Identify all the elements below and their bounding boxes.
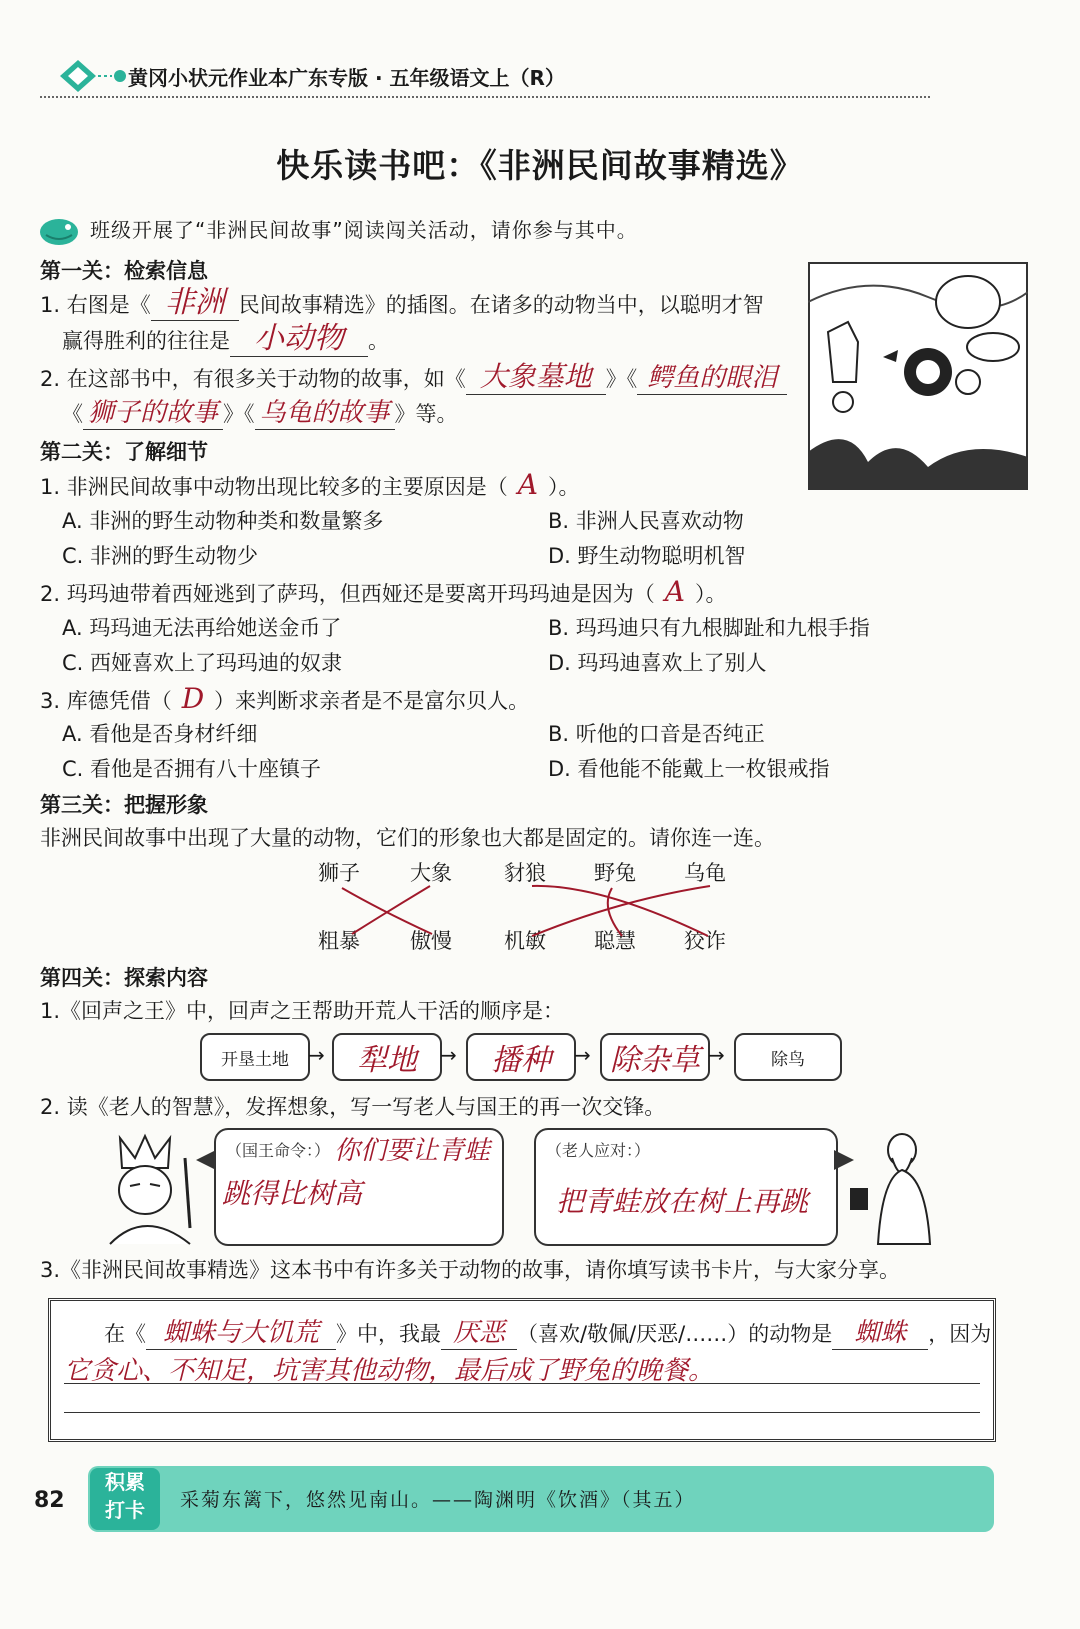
king-text-line2: 跳得比树高 — [222, 1177, 363, 1210]
animal-elephant: 大象 — [410, 861, 452, 885]
level2-q1: 1. 非洲民间故事中动物出现比较多的主要原因是（ A ）。 — [40, 468, 580, 501]
header — [40, 56, 1040, 96]
arrow-icon: → — [308, 1043, 325, 1067]
arrow-icon: → — [574, 1043, 591, 1067]
level4-heading: 第四关：探索内容 — [40, 966, 208, 990]
old-man-figure-icon — [848, 1128, 938, 1246]
step-box-1: 开垦土地 — [200, 1033, 310, 1081]
level1-q1-answer2: 小动物 — [254, 321, 344, 356]
trait-agile: 机敏 — [504, 929, 546, 953]
level4-q3: 3.《非洲民间故事精选》这本书中有许多关于动物的故事，请你填写读书卡片，与大家分享。 — [40, 1258, 901, 1282]
level2-q1-opt-c: C. 非洲的野生动物少 — [62, 544, 259, 568]
trait-rough: 粗暴 — [318, 929, 360, 953]
level2-q2: 2. 玛玛迪带着西娅逃到了萨玛，但西娅还是要离开玛玛迪是因为（ A ）。 — [40, 575, 727, 608]
card-animal-answer: 蜘蛛 — [854, 1318, 907, 1348]
horse-icon — [828, 322, 858, 382]
level2-q2-answer: A — [664, 575, 685, 608]
king-label: （国王命令：） — [226, 1141, 331, 1160]
king-bubble-tail — [196, 1150, 216, 1170]
old-man-label: （老人应对：） — [546, 1141, 651, 1160]
level1-q2-answer3: 狮子的故事 — [87, 398, 218, 428]
step-box-5: 除鸟 — [734, 1033, 842, 1081]
step-box-2: 犁地 — [332, 1033, 442, 1081]
trait-cunning: 狡诈 — [684, 929, 726, 953]
animal-tortoise: 乌龟 — [684, 861, 726, 885]
animal-jackal: 豺狼 — [504, 861, 546, 885]
level1-q1-line2: 赢得胜利的往往是 小动物 。 — [62, 321, 389, 356]
arrow-icon: → — [440, 1043, 457, 1067]
level1-q2: 2. 在这部书中，有很多关于动物的故事，如《 大象墓地 》《 鳄鱼的眼泪 — [40, 362, 787, 395]
level2-q2-opt-c: C. 西娅喜欢上了玛玛迪的奴隶 — [62, 651, 343, 675]
king-figure-icon — [90, 1128, 200, 1246]
level2-heading: 第二关：了解细节 — [40, 440, 208, 464]
step-box-4: 除杂草 — [600, 1033, 710, 1081]
reading-card-line1: 在《 蜘蛛与大饥荒 》中，我最 厌恶 （喜欢/敬佩/厌恶/……）的动物是 蜘蛛 ，因为 — [104, 1318, 992, 1348]
level2-q1-opt-b: B. 非洲人民喜欢动物 — [548, 509, 744, 533]
card-line — [64, 1412, 980, 1413]
step-box-3: 播种 — [466, 1033, 576, 1081]
matching-lines — [300, 880, 760, 940]
animal-hare: 野兔 — [594, 861, 636, 885]
level3-desc: 非洲民间故事中出现了大量的动物，它们的形象也大都是固定的。请你连一连。 — [40, 826, 775, 850]
header-divider — [40, 96, 930, 98]
header-grade: 五年级语文上（R） — [389, 66, 565, 90]
footer-badge: 积累 打卡 — [90, 1468, 160, 1530]
old-man-text: 把青蛙放在树上再跳 — [556, 1185, 809, 1218]
card-book-answer: 蜘蛛与大饥荒 — [162, 1318, 319, 1348]
trait-wise: 聪慧 — [594, 929, 636, 953]
intro-text: 班级开展了“非洲民间故事”阅读闯关活动，请你参与其中。 — [90, 218, 638, 242]
trait-arrogant: 傲慢 — [410, 929, 452, 953]
page-number: 82 — [34, 1488, 65, 1513]
level3-heading: 第三关：把握形象 — [40, 793, 208, 817]
arrow-icon: → — [708, 1043, 725, 1067]
header-series: 黄冈小状元作业本广东专版 — [128, 66, 368, 90]
king-text-line1: 你们要让青蛙 — [334, 1136, 491, 1166]
level2-q3: 3. 库德凭借（ D ）来判断求亲者是不是富尔贝人。 — [40, 682, 530, 715]
level2-q3-opt-c: C. 看他是否拥有八十座镇子 — [62, 757, 322, 781]
level2-q3-opt-a: A. 看他是否身材纤细 — [62, 722, 258, 746]
level2-q2-opt-a: A. 玛玛迪无法再给她送金币了 — [62, 616, 342, 640]
reading-mascot-icon — [38, 215, 80, 247]
level1-q2-answer1: 大象墓地 — [479, 360, 592, 393]
level4-q2: 2. 读《老人的智慧》，发挥想象，写一写老人与国王的再一次交锋。 — [40, 1095, 666, 1119]
header-dot: · — [374, 66, 383, 90]
level2-q3-opt-d: D. 看他能不能戴上一枚银戒指 — [548, 757, 830, 781]
cat-icon — [956, 370, 980, 394]
page-title: 快乐读书吧：《非洲民间故事精选》 — [276, 146, 804, 185]
level2-q1-opt-d: D. 野生动物聪明机智 — [548, 544, 746, 568]
level2-q2-opt-b: B. 玛玛迪只有九根脚趾和九根手指 — [548, 616, 870, 640]
card-line — [64, 1383, 980, 1384]
level1-q2-answer4: 乌龟的故事 — [259, 398, 390, 428]
level2-q3-opt-b: B. 听他的口音是否纯正 — [548, 722, 765, 746]
level2-q3-answer: D — [181, 682, 205, 715]
level2-q2-opt-d: D. 玛玛迪喜欢上了别人 — [548, 651, 767, 675]
rhino-icon — [967, 333, 1019, 361]
animal-lion: 狮子 — [318, 861, 360, 885]
footer-quote: 采菊东篱下，悠然见南山。——陶渊明《饮酒》（其五） — [180, 1489, 696, 1511]
level1-heading: 第一关：检索信息 — [40, 259, 208, 283]
animals-illustration — [808, 262, 1028, 490]
level1-q1: 1. 右图是《 非洲 民间故事精选》的插图。在诸多的动物当中，以聪明才智 — [40, 285, 764, 320]
level2-q1-opt-a: A. 非洲的野生动物种类和数量繁多 — [62, 509, 384, 533]
level1-q2-line2: 《 狮子的故事 》《 乌龟的故事 》等。 — [62, 398, 458, 428]
card-feeling-answer: 厌恶 — [452, 1318, 505, 1348]
level4-q1: 1.《回声之王》中，回声之王帮助开荒人干活的顺序是： — [40, 999, 565, 1023]
rabbit-icon — [833, 392, 853, 412]
card-reason-answer: 它贪心、不知足，坑害其他动物，最后成了野兔的晚餐。 — [64, 1356, 715, 1386]
level1-q2-answer2: 鳄鱼的眼泪 — [647, 363, 778, 393]
level2-q1-answer: A — [517, 468, 538, 501]
diamond-logo-icon — [40, 56, 130, 96]
level1-q1-answer: 非洲 — [164, 285, 225, 320]
elephant-icon — [936, 276, 1000, 328]
